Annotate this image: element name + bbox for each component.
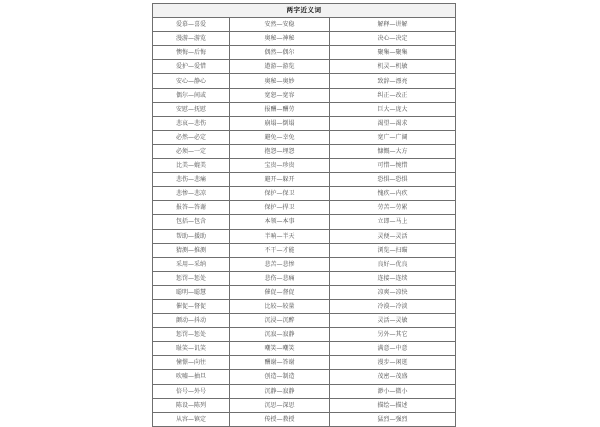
synonym-pair-cell: 漫游—游览 xyxy=(153,32,230,46)
synonym-pair-cell: 悲伤—悲痛 xyxy=(230,271,330,285)
table-row xyxy=(153,370,456,384)
synonym-pair-cell: 宽恕—宽容 xyxy=(230,88,330,102)
synonym-pair-cell: 茂密—茂盛 xyxy=(330,370,456,384)
synonym-pair-cell: 猛烈—强烈 xyxy=(330,412,456,426)
table-row xyxy=(153,18,456,32)
synonym-pair-cell: 本领—本事 xyxy=(230,215,330,229)
table-row xyxy=(153,314,456,328)
synonym-pair-cell: 另外—其它 xyxy=(330,328,456,342)
synonym-pair-cell: 灵便—灵活 xyxy=(330,229,456,243)
synonym-pair-cell: 决心—决定 xyxy=(330,32,456,46)
synonym-pair-cell: 愧疚—内疚 xyxy=(330,187,456,201)
synonym-pair-cell: 必然—必定 xyxy=(153,130,230,144)
table-row xyxy=(153,144,456,158)
synonym-pair-cell: 渺小—微小 xyxy=(330,384,456,398)
synonym-pair-cell: 酬谢—答谢 xyxy=(230,356,330,370)
synonym-pair-cell: 耻笑—讥笑 xyxy=(153,342,230,356)
table-row xyxy=(153,187,456,201)
synonym-pair-cell: 遨游—游览 xyxy=(230,60,330,74)
synonym-pair-cell: 冷漠—冷淡 xyxy=(330,299,456,313)
synonym-pair-cell: 沉寂—寂静 xyxy=(230,328,330,342)
synonym-pair-cell: 采用—采纳 xyxy=(153,257,230,271)
synonym-pair-cell: 可惜—惋惜 xyxy=(330,159,456,173)
synonym-pair-cell: 渴望—渴求 xyxy=(330,116,456,130)
synonym-pair-cell: 憧憬—向往 xyxy=(153,356,230,370)
synonym-pair-cell: 悲惨—悲凉 xyxy=(153,187,230,201)
synonym-pair-cell: 爱慕—喜爱 xyxy=(153,18,230,32)
synonym-pair-cell: 漫步—闲逛 xyxy=(330,356,456,370)
table-row xyxy=(153,271,456,285)
table-row xyxy=(153,412,456,426)
synonym-pair-cell: 沉思—深思 xyxy=(230,398,330,412)
synonym-pair-cell: 催促—督促 xyxy=(230,285,330,299)
synonym-pair-cell: 奥秘—奥妙 xyxy=(230,74,330,88)
synonym-pair-cell: 倍号—外号 xyxy=(153,384,230,398)
synonym-pair-cell: 描绘—描述 xyxy=(330,398,456,412)
synonym-pair-cell: 沉浸—沉醉 xyxy=(230,314,330,328)
synonym-pair-cell: 立即—马上 xyxy=(330,215,456,229)
synonym-pair-cell: 慷慨—大方 xyxy=(330,144,456,158)
synonym-pair-cell: 创造—制造 xyxy=(230,370,330,384)
synonym-pair-cell: 偶尔—间或 xyxy=(153,88,230,102)
table-row xyxy=(153,398,456,412)
synonym-pair-cell: 包括—包含 xyxy=(153,215,230,229)
table-row xyxy=(153,257,456,271)
synonym-pair-cell: 巨大—庞大 xyxy=(330,102,456,116)
synonym-pair-cell: 惩罚—惩处 xyxy=(153,328,230,342)
synonym-pair-cell: 从容—镇定 xyxy=(153,412,230,426)
synonym-pair-cell: 不干—才能 xyxy=(230,243,330,257)
table-row xyxy=(153,229,456,243)
synonym-pair-cell: 半响—半天 xyxy=(230,229,330,243)
synonym-pair-cell: 颤动—抖动 xyxy=(153,314,230,328)
synonym-pair-cell: 致辞—漂亮 xyxy=(330,74,456,88)
table-row xyxy=(153,342,456,356)
synonym-pair-cell: 沉静—寂静 xyxy=(230,384,330,398)
synonym-pair-cell: 避免—幸免 xyxy=(230,130,330,144)
synonym-pair-cell: 抱怨—埋怨 xyxy=(230,144,330,158)
synonym-pair-cell: 安心—静心 xyxy=(153,74,230,88)
synonym-pair-cell: 必须—一定 xyxy=(153,144,230,158)
synonym-pair-cell: 满意—中意 xyxy=(330,342,456,356)
synonym-pair-cell: 连接—连续 xyxy=(330,271,456,285)
synonym-pair-cell: 报答—答谢 xyxy=(153,201,230,215)
synonym-pair-cell: 凉爽—凉快 xyxy=(330,285,456,299)
synonym-pair-cell: 悲哀—悲伤 xyxy=(153,116,230,130)
synonym-table xyxy=(152,3,456,427)
synonym-pair-cell: 帮助—援助 xyxy=(153,229,230,243)
synonym-pair-cell: 吹嘘—抽旦 xyxy=(153,370,230,384)
table-row xyxy=(153,116,456,130)
table-row xyxy=(153,328,456,342)
table-row xyxy=(153,356,456,370)
synonym-pair-cell: 宽广—广阔 xyxy=(330,130,456,144)
table-row xyxy=(153,88,456,102)
synonym-pair-cell: 奥秘—神秘 xyxy=(230,32,330,46)
synonym-pair-cell: 悲伤—悲痛 xyxy=(153,173,230,187)
synonym-pair-cell: 恐惧—恐惧 xyxy=(330,173,456,187)
synonym-pair-cell: 宝贵—珍贵 xyxy=(230,159,330,173)
table-title-row xyxy=(153,4,456,18)
table-row xyxy=(153,384,456,398)
table-row xyxy=(153,130,456,144)
synonym-pair-cell: 安慰—抚慰 xyxy=(153,102,230,116)
table-row xyxy=(153,74,456,88)
synonym-pair-cell: 灵活—灵敏 xyxy=(330,314,456,328)
synonym-pair-cell: 解释—讲解 xyxy=(330,18,456,32)
synonym-pair-cell: 浏览—扫瞄 xyxy=(330,243,456,257)
table-row xyxy=(153,46,456,60)
table-row xyxy=(153,215,456,229)
synonym-pair-cell: 懊悔—后悔 xyxy=(153,46,230,60)
synonym-pair-cell: 催促—督促 xyxy=(153,299,230,313)
synonym-pair-cell: 安然—安稳 xyxy=(230,18,330,32)
synonym-pair-cell: 纠正—改正 xyxy=(330,88,456,102)
synonym-pair-cell: 爱护—爱惜 xyxy=(153,60,230,74)
synonym-pair-cell: 崩塌—倒塌 xyxy=(230,116,330,130)
table-row xyxy=(153,285,456,299)
synonym-pair-cell: 比美—媲美 xyxy=(153,159,230,173)
synonym-pair-cell: 保护—保卫 xyxy=(230,187,330,201)
synonym-pair-cell: 避开—躲开 xyxy=(230,173,330,187)
table-row xyxy=(153,173,456,187)
synonym-table-sheet xyxy=(152,3,455,423)
synonym-pair-cell: 传授—教授 xyxy=(230,412,330,426)
table-row xyxy=(153,60,456,74)
synonym-pair-cell: 聚集—聚集 xyxy=(330,46,456,60)
synonym-pair-cell: 报酬—酬劳 xyxy=(230,102,330,116)
synonym-pair-cell: 惩罚—惩处 xyxy=(153,271,230,285)
synonym-pair-cell: 聪明—聪慧 xyxy=(153,285,230,299)
synonym-pair-cell: 陈设—陈列 xyxy=(153,398,230,412)
table-title: 两字近义词 xyxy=(153,4,456,18)
synonym-pair-cell: 机灵—机敏 xyxy=(330,60,456,74)
table-row xyxy=(153,299,456,313)
synonym-table-body xyxy=(153,4,456,427)
synonym-pair-cell: 良好—优良 xyxy=(330,257,456,271)
table-row xyxy=(153,32,456,46)
synonym-pair-cell: 嘲笑—嘲笑 xyxy=(230,342,330,356)
table-row xyxy=(153,243,456,257)
synonym-pair-cell: 保护—捍卫 xyxy=(230,201,330,215)
synonym-pair-cell: 比较—较量 xyxy=(230,299,330,313)
synonym-pair-cell: 猜测—推测 xyxy=(153,243,230,257)
table-row xyxy=(153,159,456,173)
synonym-pair-cell: 劳苦—劳累 xyxy=(330,201,456,215)
table-row xyxy=(153,102,456,116)
synonym-pair-cell: 偶然—偶尔 xyxy=(230,46,330,60)
table-row xyxy=(153,201,456,215)
synonym-pair-cell: 悲苦—悲惨 xyxy=(230,257,330,271)
